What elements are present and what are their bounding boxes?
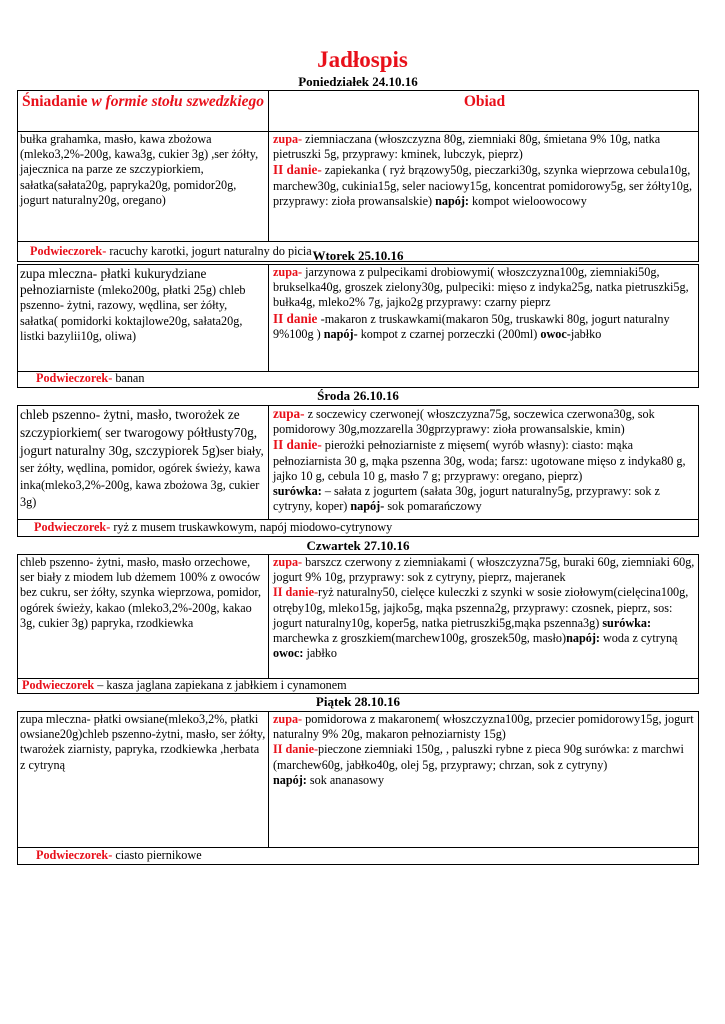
day-block-wednesday	[17, 405, 699, 537]
day-date: Czwartek 27.10.16	[306, 538, 410, 553]
meal-row	[18, 406, 698, 519]
day-date: Środa 26.10.16	[317, 388, 399, 403]
day-block-monday	[17, 90, 699, 262]
breakfast-cell: zupa mleczna- płatki kukurydziane pełnoziarniste (mleko200g, płatki 25g) chleb pszenno- żytni, razowy, wędlina, ser żółty, sałatka( pomidorki koktajlowe20g, sałata20g, listki bazylii10g, oliwa)	[18, 265, 269, 371]
breakfast-cell: zupa mleczna- płatki owsiane(mleko3,2%, płatki owsiane20g)chleb pszenno-żytni, masło, ser żółty, twarożek ziarnisty, papryka, rzodkiewka ,herbata z cytryną	[18, 712, 269, 847]
snack-row: Podwieczorek- banan	[36, 371, 145, 385]
dinner-cell: zupa- barszcz czerwony z ziemniakami ( włoszczyzna75g, buraki 60g, ziemniaki 60g, jogurt 9% 10g, przyprawy: sok z cytryny, pieprz, majeranek II danie-ryż naturalny50, cielęce kuleczki z szynki w sosie ziołowym(cielęcina100g, otręby10g, mleko15g, jajko5g, mąka pszenna2g, przyprawy: czosnek, pieprz, sos: jogurt naturalny10g, koper5g, natka pietruszki5g,mąka pszenna3g) surówka: marchewka z groszkiem(marchew100g, groszek50g, masło)napój: woda z cytryną owoc: jabłko	[273, 555, 695, 661]
day-block-friday	[17, 711, 699, 865]
dinner-cell: zupa- jarzynowa z pulpecikami drobiowymi( włoszczyzna100g, ziemniaki50g, brukselka40g, groszek zielony30g, pulpeciki: mięso z indyka25g, natka pietruszki5g, bułka4g, mleko2% 7g, jajko2g przyprawy: czarny pieprz II danie -makaron z truskawkami(makaron 50g, truskawki 80g, jogurt naturalny 9%100g ) napój- kompot z czarnej porzeczki (200ml) owoc-jabłko	[273, 265, 689, 341]
dinner-cell: zupa- ziemniaczana (włoszczyzna 80g, ziemniaki 80g, śmietana 9% 10g, natka pietruszki 5g, przyprawy: kminek, lubczyk, pieprz) II danie- zapiekanka ( ryż brązowy50g, pieczarki30g, szynka wieprzowa cebula10g, marchew30g, cukinia15g, seler naciowy15g, koncentrat pomidorowy5g, ser żółty10g, przyprawy: zioła prowansalskie) napój: kompot wieloowocowy	[273, 132, 693, 208]
day-date: Poniedziałek 24.10.16	[298, 74, 418, 89]
day-date: Piątek 28.10.16	[315, 694, 401, 709]
breakfast-cell: bułka grahamka, masło, kawa zbożowa (mleko3,2%-200g, kawa3g, cukier 3g) ,ser żółty, jajecznica na parze ze szczypiorkiem, sałatka(sałata20g, papryka20g, pomidor20g, jogurt naturalny20g, oregano)	[18, 132, 269, 241]
breakfast-cell: chleb pszenno- żytni, masło, tworożek ze szczypiorkiem( ser twarogowy półtłusty70g, jogurt naturalny 30g, szczypiorek 5g)ser biały, ser żółty, wędlina, pomidor, ogórek świeży, kawa inka(mleko3,2%-200g, kawa zbożowa 3g, cukier 3g)	[18, 406, 269, 519]
meal-row	[18, 555, 698, 678]
snack-row: Podwieczorek- ryż z musem truskawkowym, napój miodowo-cytrynowy	[34, 520, 393, 534]
snack-row: Podwieczorek- ciasto piernikowe	[36, 848, 202, 862]
meal-row	[18, 265, 698, 371]
dinner-cell: zupa- z soczewicy czerwonej( włoszczyzna75g, soczewica czerwona30g, sok pomidorowy 30g,mozzarella 30gprzyprawy: zioła prowansalskie, kmin) II danie- pierożki pełnoziarniste z mięsem( wyrób własny): ciasto: mąka pełnoziarnista 30 g, mąka pszenna 30g, woda; farsz: ugotowane mięso z indyka80 g, jajko 10 g, cebula 10 g, masło 7 g; przyprawy: oregano, pieprz) surówka: – sałata z jogurtem (sałata 30g, jogurt naturalny5g, przyprawy: sok z cytryny, koper) napój- sok pomarańczowy	[273, 406, 686, 514]
meal-row	[18, 132, 698, 241]
snack-row: Podwieczorek – kasza jaglana zapiekana z jabłkiem i cynamonem	[22, 678, 347, 692]
dinner-cell: zupa- pomidorowa z makaronem( włoszczyzna100g, przecier pomidorowy15g, jogurt naturalny 9% 20g, makaron pełnoziarnisty 15g) II danie-pieczone ziemniaki 150g, , paluszki rybne z pieca 90g surówka: z marchwi (marchew60g, jabłko40g, olej 5g, przyprawy; chrzan, sok z cytryny) napój: sok ananasowy	[273, 712, 694, 787]
day-block-tuesday	[17, 264, 699, 388]
day-block-thursday	[17, 554, 699, 694]
meal-row	[18, 712, 698, 847]
snack-row: Podwieczorek- racuchy karotki, jogurt naturalny do picia	[30, 244, 312, 258]
header-row	[18, 91, 698, 131]
breakfast-header: Śniadanie w formie stołu szwedzkiego	[18, 91, 269, 131]
dinner-header: Obiad	[463, 93, 506, 110]
breakfast-cell: chleb pszenno- żytni, masło, masło orzechowe, ser biały z miodem lub dżemem 100% z owoców bez cukru, ser żółty, szynka wieprzowa, pomidor, ogórek świeży, kakao (mleko3,2%-200g, kakao 3g, cukier 3g) papryka, rzodkiewka	[18, 555, 269, 678]
page-title: Jadłospis	[317, 47, 408, 72]
day-date: Wtorek 25.10.16	[312, 248, 404, 263]
